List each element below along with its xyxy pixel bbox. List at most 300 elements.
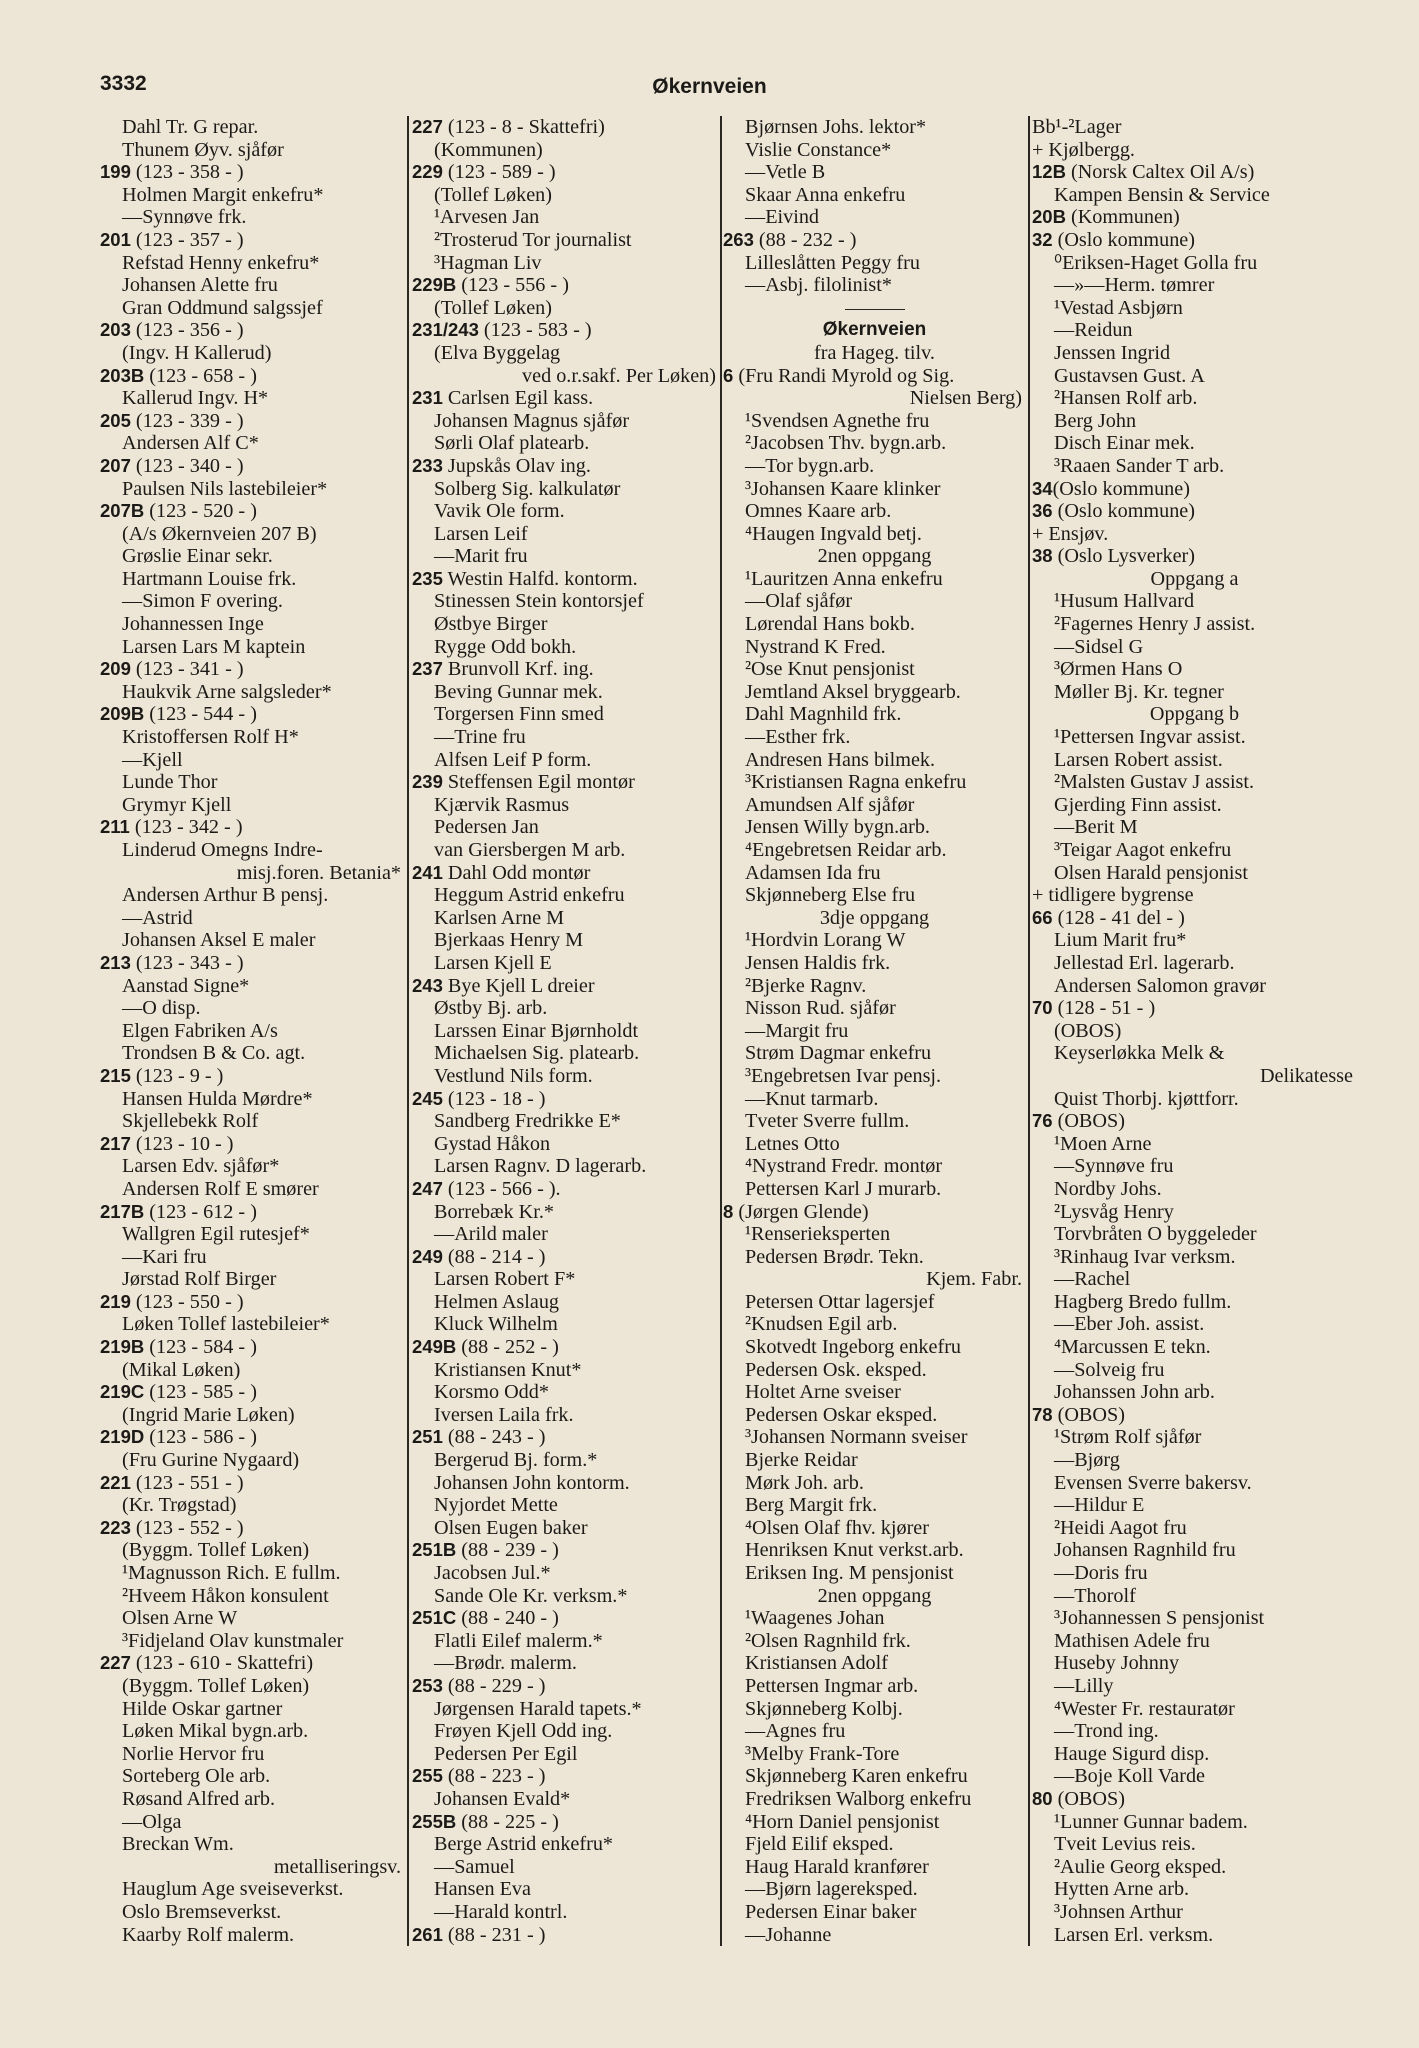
resident-entry: Johansen Ragnhild fru <box>1054 1539 1236 1562</box>
street-header: Økernveien <box>652 75 767 98</box>
resident-entry: ⁰Eriksen-Haget Golla fru <box>1054 251 1258 274</box>
resident-entry: ¹Magnusson Rich. E fullm. <box>122 1562 341 1584</box>
resident-entry: Kaarby Rolf malerm. <box>122 1923 295 1946</box>
resident-entry: Bjerke Reidar <box>745 1449 858 1472</box>
house-number-entry: 231 Carlsen Egil kass. <box>412 387 594 410</box>
resident-entry: Mathisen Adele fru <box>1054 1629 1210 1652</box>
resident-entry: Andresen Hans bilmek. <box>745 748 936 771</box>
house-number-entry: 20B (Kommunen) <box>1032 206 1180 229</box>
resident-entry: Johanssen John arb. <box>1054 1381 1215 1404</box>
resident-entry: Berge Astrid enkefru* <box>434 1833 614 1856</box>
house-number-entry: 233 Jupskås Olav ing. <box>412 454 591 477</box>
resident-entry: Skotvedt Ingeborg enkefru <box>745 1336 962 1359</box>
house-number-entry: 227 (123 - 8 - Skattefri) <box>412 116 605 138</box>
resident-entry: Mørk Joh. arb. <box>745 1471 864 1494</box>
resident-entry: —Synnøve frk. <box>122 206 247 229</box>
resident-entry: Kjærvik Rasmus <box>434 793 570 816</box>
resident-entry: Hartmann Louise frk. <box>122 567 297 590</box>
resident-entry: Andersen Arthur B pensj. <box>122 884 329 907</box>
resident-entry: —Lilly <box>1054 1674 1114 1697</box>
resident-entry: Kristiansen Adolf <box>745 1652 888 1675</box>
resident-entry: ²Malsten Gustav J assist. <box>1054 771 1255 794</box>
resident-entry: Tveit Levius reis. <box>1054 1833 1196 1856</box>
resident-entry: Sorteberg Ole arb. <box>122 1765 271 1788</box>
resident-entry: (Kommunen) <box>434 138 543 161</box>
house-number-entry: 245 (123 - 18 - ) <box>412 1087 546 1110</box>
resident-entry: —Kari fru <box>122 1245 207 1268</box>
resident-entry: Amundsen Alf sjåfør <box>745 793 915 816</box>
resident-entry: ³Teigar Aagot enkefru <box>1054 839 1232 861</box>
resident-entry: ²Aulie Georg eksped. <box>1054 1855 1227 1878</box>
resident-entry: —Marit fru <box>434 545 528 568</box>
resident-entry: Skjønneberg Kolbj. <box>745 1697 903 1720</box>
resident-entry: Dahl Magnhild frk. <box>745 703 902 726</box>
house-number-entry: 217B (123 - 612 - ) <box>100 1200 257 1223</box>
resident-entry: Oppgang a <box>1150 567 1239 590</box>
resident-entry: Fjeld Eilif eksped. <box>745 1833 894 1856</box>
house-number-entry: 219 (123 - 550 - ) <box>100 1290 244 1313</box>
house-number-entry: + tidligere bygrense <box>1032 884 1194 907</box>
house-number-entry: 32 (Oslo kommune) <box>1032 228 1195 251</box>
resident-entry: —Trine fru <box>434 726 526 749</box>
resident-entry: —Astrid <box>122 906 193 929</box>
resident-entry: Nielsen Berg) <box>909 387 1022 410</box>
resident-entry: Skjønneberg Karen enkefru <box>745 1765 968 1788</box>
house-number-entry: 229B (123 - 556 - ) <box>412 274 569 297</box>
house-number-entry: 201 (123 - 357 - ) <box>100 228 244 251</box>
house-number-entry: 215 (123 - 9 - ) <box>100 1064 224 1087</box>
house-number-entry: 209 (123 - 341 - ) <box>100 658 244 681</box>
house-number-entry: 199 (123 - 358 - ) <box>100 161 244 184</box>
resident-entry: —Olaf sjåfør <box>745 590 853 613</box>
resident-entry: Kristoffersen Rolf H* <box>122 726 299 749</box>
house-number-entry: Bb¹-²Lager <box>1032 116 1122 138</box>
resident-entry: Delikatesse <box>1259 1064 1353 1087</box>
resident-entry: Jenssen Ingrid <box>1054 341 1171 364</box>
resident-entry: Hauge Sigurd disp. <box>1054 1742 1210 1765</box>
resident-entry: —Berit M <box>1054 816 1138 839</box>
resident-entry: Paulsen Nils lastebileier* <box>122 477 328 500</box>
resident-entry: Nisson Rud. sjåfør <box>745 997 896 1020</box>
resident-entry: Larsen Robert assist. <box>1054 748 1223 771</box>
resident-entry: Berg John <box>1054 409 1137 432</box>
resident-entry: Pedersen Einar baker <box>745 1900 917 1923</box>
resident-entry: ¹Moen Arne <box>1054 1132 1152 1155</box>
resident-entry: Borrebæk Kr.* <box>434 1200 554 1223</box>
resident-entry: Gystad Håkon <box>434 1132 551 1155</box>
resident-entry: 2nen oppgang <box>817 1584 932 1607</box>
resident-entry: Johansen Evald* <box>434 1787 571 1810</box>
resident-entry: —Trond ing. <box>1054 1720 1159 1743</box>
resident-entry: Beving Gunnar mek. <box>434 680 603 703</box>
resident-entry: Korsmo Odd* <box>434 1381 549 1404</box>
resident-entry: Sørli Olaf platearb. <box>434 432 590 455</box>
resident-entry: Larsen Leif <box>434 522 528 545</box>
resident-entry: Holtet Arne sveiser <box>745 1381 901 1404</box>
house-number-entry: 243 Bye Kjell L dreier <box>412 974 595 997</box>
resident-entry: Sande Ole Kr. verksm.* <box>434 1584 628 1607</box>
resident-entry: ²Knudsen Egil arb. <box>745 1313 898 1336</box>
resident-entry: Jellestad Erl. lagerarb. <box>1054 951 1235 974</box>
resident-entry: Hansen Eva <box>434 1878 531 1901</box>
resident-entry: ²Heidi Aagot fru <box>1054 1516 1187 1539</box>
resident-entry: Trondsen B & Co. agt. <box>122 1042 306 1065</box>
resident-entry: Vestlund Nils form. <box>434 1064 593 1087</box>
resident-entry: ³Kristiansen Ragna enkefru <box>745 771 967 794</box>
resident-entry: ¹Svendsen Agnethe fru <box>745 409 930 432</box>
resident-entry: Iversen Laila frk. <box>434 1403 574 1426</box>
resident-entry: Andersen Alf C* <box>122 432 259 455</box>
resident-entry: (Ingrid Marie Løken) <box>122 1403 295 1426</box>
resident-entry: Bjørnsen Johs. lektor* <box>745 116 927 138</box>
resident-entry: Johansen John kontorm. <box>434 1471 630 1494</box>
house-number-entry: 221 (123 - 551 - ) <box>100 1471 244 1494</box>
resident-entry: Torvbråten O byggeleder <box>1054 1223 1257 1246</box>
page-number: 3332 <box>100 72 147 95</box>
resident-entry: —Sidsel G <box>1054 635 1144 658</box>
resident-entry: Linderud Omegns Indre- <box>122 839 323 861</box>
resident-entry: Karlsen Arne M <box>434 906 565 929</box>
resident-entry: Strøm Dagmar enkefru <box>745 1042 932 1065</box>
resident-entry: —Harald kontrl. <box>434 1900 568 1923</box>
resident-entry: Omnes Kaare arb. <box>745 500 892 523</box>
resident-entry: Haug Harald kranfører <box>745 1855 929 1878</box>
resident-entry: Østbye Birger <box>434 613 548 636</box>
house-number-entry: 219D (123 - 586 - ) <box>100 1426 257 1449</box>
resident-entry: —Thorolf <box>1054 1584 1136 1607</box>
resident-entry: Kallerud Ingv. H* <box>122 387 269 410</box>
directory-column-4 <box>1032 116 1357 1946</box>
house-number-entry: 36 (Oslo kommune) <box>1032 500 1195 523</box>
resident-entry: ³Johnsen Arthur <box>1054 1900 1183 1923</box>
resident-entry: Kristiansen Knut* <box>434 1358 582 1381</box>
resident-entry: Thunem Øyv. sjåfør <box>122 138 284 161</box>
resident-entry: ⁴Olsen Olaf fhv. kjører <box>745 1516 929 1539</box>
resident-entry: (Kr. Trøgstad) <box>122 1494 237 1517</box>
resident-entry: Kampen Bensin & Service <box>1054 183 1270 206</box>
resident-entry: ¹Waagenes Johan <box>745 1607 885 1630</box>
resident-entry: Skjellebekk Rolf <box>122 1110 259 1133</box>
resident-entry: Larsen Lars M kaptein <box>122 635 306 658</box>
house-number-entry: 263 (88 - 232 - ) <box>723 228 857 251</box>
resident-entry: Letnes Otto <box>745 1132 840 1155</box>
resident-entry: Jacobsen Jul.* <box>434 1562 551 1584</box>
resident-entry: Keyserløkka Melk & <box>1054 1042 1225 1065</box>
house-number-entry: 205 (123 - 339 - ) <box>100 409 244 432</box>
resident-entry: Refstad Henny enkefru* <box>122 251 320 274</box>
resident-entry: Flatli Eilef malerm.* <box>434 1629 603 1652</box>
resident-entry: Gustavsen Gust. A <box>1054 364 1205 387</box>
resident-entry: ³Ørmen Hans O <box>1054 658 1183 681</box>
house-number-entry: 251 (88 - 243 - ) <box>412 1426 546 1449</box>
house-number-entry: 6 (Fru Randi Myrold og Sig. <box>723 364 955 387</box>
resident-entry: Dahl Tr. G repar. <box>122 116 259 138</box>
house-number-entry: 70 (128 - 51 - ) <box>1032 997 1156 1020</box>
resident-entry: misj.foren. Betania* <box>236 861 401 884</box>
resident-entry: Evensen Sverre bakersv. <box>1054 1471 1252 1494</box>
resident-entry: ²Hansen Rolf arb. <box>1054 387 1198 410</box>
house-number-entry: 213 (123 - 343 - ) <box>100 951 244 974</box>
resident-entry: ¹Pettersen Ingvar assist. <box>1054 726 1246 749</box>
resident-entry: Johansen Alette fru <box>122 274 278 297</box>
resident-entry: Nystrand K Fred. <box>745 635 886 658</box>
resident-entry: ²Olsen Ragnhild frk. <box>745 1629 911 1652</box>
resident-entry: Løken Tollef lastebileier* <box>122 1313 330 1336</box>
resident-entry: ²Lysvåg Henry <box>1054 1200 1174 1223</box>
resident-entry: Pedersen Oskar eksped. <box>745 1403 938 1426</box>
resident-entry: ²Bjerke Ragnv. <box>745 974 867 997</box>
resident-entry: Olsen Eugen baker <box>434 1516 588 1539</box>
house-number-entry: 76 (OBOS) <box>1032 1110 1125 1133</box>
house-number-entry: 261 (88 - 231 - ) <box>412 1923 546 1946</box>
resident-entry: (Mikal Løken) <box>122 1358 241 1381</box>
resident-entry: ²Trosterud Tor journalist <box>434 228 632 251</box>
resident-entry: —Eber Joh. assist. <box>1054 1313 1205 1336</box>
resident-entry: ²Fagernes Henry J assist. <box>1054 613 1256 636</box>
resident-entry: Stinessen Stein kontorsjef <box>434 590 644 613</box>
house-number-entry: 229 (123 - 589 - ) <box>412 161 556 184</box>
resident-entry: 3dje oppgang <box>819 906 930 929</box>
resident-entry: Gjerding Finn assist. <box>1054 793 1222 816</box>
resident-entry: Lilleslåtten Peggy fru <box>745 251 920 274</box>
resident-entry: ³Hagman Liv <box>434 251 542 274</box>
resident-entry: Pettersen Karl J murarb. <box>745 1177 942 1200</box>
resident-entry: —Kjell <box>122 748 183 771</box>
resident-entry: Fredriksen Walborg enkefru <box>745 1787 972 1810</box>
resident-entry: Bergerud Bj. form.* <box>434 1449 598 1472</box>
resident-entry: Hagberg Bredo fullm. <box>1054 1290 1232 1313</box>
resident-entry: (OBOS) <box>1054 1019 1122 1042</box>
resident-entry: ⁴Marcussen E tekn. <box>1054 1336 1211 1359</box>
house-number-entry: 231/243 (123 - 583 - ) <box>412 319 592 342</box>
house-number-entry: 203 (123 - 356 - ) <box>100 319 244 342</box>
resident-entry: ¹Strøm Rolf sjåfør <box>1054 1426 1202 1449</box>
resident-entry: Pedersen Jan <box>434 816 539 839</box>
resident-entry: Wallgren Egil rutesjef* <box>122 1223 310 1246</box>
resident-entry: ³Melby Frank-Tore <box>745 1742 900 1765</box>
resident-entry: —Bjørn lagereksped. <box>745 1878 918 1901</box>
resident-entry: (Ingv. H Kallerud) <box>122 341 272 364</box>
resident-entry: Jørstad Rolf Birger <box>122 1268 277 1291</box>
resident-entry: Østby Bj. arb. <box>434 997 548 1020</box>
resident-entry: Henriksen Knut verkst.arb. <box>745 1539 964 1562</box>
resident-entry: ⁴Haugen Ingvald betj. <box>745 522 922 545</box>
resident-entry: Berg Margit frk. <box>745 1494 878 1517</box>
resident-entry: Gran Oddmund salgssjef <box>122 296 323 319</box>
resident-entry: ²Ose Knut pensjonist <box>745 658 915 681</box>
directory-column-2 <box>412 116 720 1946</box>
resident-entry: Solberg Sig. kalkulatør <box>434 477 621 500</box>
resident-entry: ¹Lauritzen Anna enkefru <box>745 567 943 590</box>
resident-entry: Vislie Constance* <box>745 138 892 161</box>
resident-entry: Olsen Arne W <box>122 1607 238 1630</box>
resident-entry: Holmen Margit enkefru* <box>122 183 324 206</box>
resident-entry: Helmen Aslaug <box>434 1290 560 1313</box>
house-number-entry: 219B (123 - 584 - ) <box>100 1336 257 1359</box>
resident-entry: Johansen Magnus sjåfør <box>434 409 630 432</box>
resident-entry: Larsen Robert F* <box>434 1268 576 1291</box>
resident-entry: ³Engebretsen Ivar pensj. <box>745 1064 942 1087</box>
house-number-entry: 219C (123 - 585 - ) <box>100 1381 257 1404</box>
resident-entry: Jensen Willy bygn.arb. <box>745 816 930 839</box>
resident-entry: Skaar Anna enkefru <box>745 183 906 206</box>
resident-entry: —O disp. <box>122 997 201 1020</box>
resident-entry: ¹Lunner Gunnar badem. <box>1054 1810 1248 1833</box>
column-rule <box>407 116 409 1946</box>
resident-entry: ¹Husum Hallvard <box>1054 590 1195 613</box>
resident-entry: Lunde Thor <box>122 771 218 794</box>
column-rule <box>1028 116 1030 1946</box>
resident-entry: Pettersen Ingmar arb. <box>745 1674 919 1697</box>
resident-entry: (Elva Byggelag <box>434 341 561 364</box>
resident-entry: ³Fidjeland Olav kunstmaler <box>122 1629 344 1652</box>
resident-entry: Pedersen Brødr. Tekn. <box>745 1245 924 1268</box>
resident-entry: (A/s Økernveien 207 B) <box>122 522 317 545</box>
resident-entry: Larssen Einar Bjørnholdt <box>434 1019 639 1042</box>
resident-entry: —Doris fru <box>1054 1562 1148 1584</box>
house-number-entry: 209B (123 - 544 - ) <box>100 703 257 726</box>
resident-entry: —Hildur E <box>1054 1494 1145 1517</box>
resident-entry: —Tor bygn.arb. <box>745 454 875 477</box>
resident-entry: Nordby Johs. <box>1054 1177 1162 1200</box>
resident-entry: (Tollef Løken) <box>434 183 552 206</box>
house-number-entry: 247 (123 - 566 - ). <box>412 1177 561 1200</box>
house-number-entry: 251B (88 - 239 - ) <box>412 1539 559 1562</box>
column-rule <box>720 116 722 1946</box>
resident-entry: —Agnes fru <box>745 1720 846 1743</box>
resident-entry: Larsen Edv. sjåfør* <box>122 1155 280 1178</box>
house-number-entry: 249 (88 - 214 - ) <box>412 1245 546 1268</box>
resident-entry: Torgersen Finn smed <box>434 703 604 726</box>
resident-entry: (Byggm. Tollef Løken) <box>122 1674 310 1697</box>
resident-entry: Disch Einar mek. <box>1054 432 1195 455</box>
house-number-entry: 211 (123 - 342 - ) <box>100 816 243 839</box>
house-number-entry: 38 (Oslo Lysverker) <box>1032 545 1195 568</box>
resident-entry: Adamsen Ida fru <box>745 861 881 884</box>
resident-entry: —Johanne <box>745 1923 832 1946</box>
resident-entry: 2nen oppgang <box>817 545 932 568</box>
resident-entry: Kjem. Fabr. <box>926 1268 1022 1291</box>
resident-entry: van Giersbergen M arb. <box>434 839 626 861</box>
resident-entry: Breckan Wm. <box>122 1833 234 1856</box>
resident-entry: Lium Marit fru* <box>1054 929 1187 952</box>
resident-entry: Norlie Hervor fru <box>122 1742 265 1765</box>
resident-entry: ¹Renserieksperten <box>745 1223 891 1246</box>
directory-column-1 <box>100 116 405 1946</box>
resident-entry: ²Jacobsen Thv. bygn.arb. <box>745 432 947 455</box>
resident-entry: Kluck Wilhelm <box>434 1313 558 1336</box>
resident-entry: Tveter Sverre fullm. <box>745 1110 910 1133</box>
house-number-entry: 12B (Norsk Caltex Oil A/s) <box>1032 161 1255 184</box>
house-number-entry: 249B (88 - 252 - ) <box>412 1336 559 1359</box>
section-divider <box>723 297 1026 320</box>
resident-entry: Grymyr Kjell <box>122 793 232 816</box>
resident-entry: (Tollef Løken) <box>434 296 552 319</box>
resident-entry: —Simon F overing. <box>122 590 283 613</box>
resident-entry: (Byggm. Tollef Løken) <box>122 1539 310 1562</box>
house-number-entry: + Kjølbergg. <box>1032 138 1135 161</box>
house-number-entry: 239 Steffensen Egil montør <box>412 771 635 794</box>
resident-entry: Elgen Fabriken A/s <box>122 1019 278 1042</box>
resident-entry: —Vetle B <box>745 161 826 184</box>
resident-entry: Hilde Oskar gartner <box>122 1697 283 1720</box>
resident-entry: —Knut tarmarb. <box>745 1087 879 1110</box>
resident-entry: Jemtland Aksel bryggearb. <box>745 680 961 703</box>
resident-entry: Jørgensen Harald tapets.* <box>434 1697 642 1720</box>
house-number-entry: + Ensjøv. <box>1032 522 1109 545</box>
resident-entry: Johannessen Inge <box>122 613 264 636</box>
resident-entry: —Samuel <box>434 1855 515 1878</box>
resident-entry: ³Johannessen S pensjonist <box>1054 1607 1265 1630</box>
resident-entry: Johansen Aksel E maler <box>122 929 316 952</box>
resident-entry: Nyjordet Mette <box>434 1494 558 1517</box>
resident-entry: Heggum Astrid enkefru <box>434 884 625 907</box>
resident-entry: Sandberg Fredrikke E* <box>434 1110 621 1133</box>
resident-entry: ⁴Engebretsen Reidar arb. <box>745 839 947 861</box>
house-number-entry: 207B (123 - 520 - ) <box>100 500 257 523</box>
resident-entry: Petersen Ottar lagersjef <box>745 1290 935 1313</box>
resident-entry: Olsen Harald pensjonist <box>1054 861 1248 884</box>
resident-entry: ⁴Wester Fr. restauratør <box>1054 1697 1235 1720</box>
resident-entry: Lørendal Hans bokb. <box>745 613 915 636</box>
house-number-entry: 227 (123 - 610 - Skattefri) <box>100 1652 314 1675</box>
resident-entry: —Brødr. malerm. <box>434 1652 577 1675</box>
resident-entry: Hytten Arne arb. <box>1054 1878 1190 1901</box>
resident-entry: ³Johansen Kaare klinker <box>745 477 941 500</box>
resident-entry: fra Hageg. tilv. <box>814 341 935 364</box>
resident-entry: —Solveig fru <box>1054 1358 1165 1381</box>
house-number-entry: 80 (OBOS) <box>1032 1787 1125 1810</box>
resident-entry: —Boje Koll Varde <box>1054 1765 1206 1788</box>
resident-entry: Andersen Salomon gravør <box>1054 974 1266 997</box>
resident-entry: Michaelsen Sig. platearb. <box>434 1042 640 1065</box>
resident-entry: Haukvik Arne salgsleder* <box>122 680 332 703</box>
resident-entry: Larsen Erl. verksm. <box>1054 1923 1214 1946</box>
resident-entry: Grøslie Einar sekr. <box>122 545 273 568</box>
resident-entry: Andersen Rolf E smører <box>122 1177 319 1200</box>
resident-entry: —Margit fru <box>745 1019 849 1042</box>
resident-entry: Eriksen Ing. M pensjonist <box>745 1562 954 1584</box>
resident-entry: ¹Vestad Asbjørn <box>1054 296 1183 319</box>
resident-entry: Skjønneberg Else fru <box>745 884 916 907</box>
directory-column-3 <box>723 116 1026 1946</box>
resident-entry: ved o.r.sakf. Per Løken) <box>522 364 716 387</box>
resident-entry: Løken Mikal bygn.arb. <box>122 1720 309 1743</box>
house-number-entry: 251C (88 - 240 - ) <box>412 1607 559 1630</box>
resident-entry: Frøyen Kjell Odd ing. <box>434 1720 613 1743</box>
resident-entry: Pedersen Per Egil <box>434 1742 578 1765</box>
resident-entry: Bjerkaas Henry M <box>434 929 584 952</box>
house-number-entry: 78 (OBOS) <box>1032 1403 1125 1426</box>
house-number-entry: 253 (88 - 229 - ) <box>412 1674 546 1697</box>
resident-entry: Pedersen Osk. eksped. <box>745 1358 927 1381</box>
house-number-entry: 207 (123 - 340 - ) <box>100 454 244 477</box>
resident-entry: Vavik Ole form. <box>434 500 565 523</box>
resident-entry: ¹Arvesen Jan <box>434 206 540 229</box>
house-number-entry: 34(Oslo kommune) <box>1032 477 1190 500</box>
resident-entry: —Olga <box>122 1810 182 1833</box>
house-number-entry: 217 (123 - 10 - ) <box>100 1132 234 1155</box>
resident-entry: Larsen Kjell E <box>434 951 552 974</box>
resident-entry: ³Raaen Sander T arb. <box>1054 454 1225 477</box>
resident-entry: metalliseringsv. <box>273 1855 401 1878</box>
resident-entry: —Arild maler <box>434 1223 548 1246</box>
house-number-entry: 66 (128 - 41 del - ) <box>1032 906 1185 929</box>
resident-entry: —Eivind <box>745 206 820 229</box>
resident-entry: Alfsen Leif P form. <box>434 748 592 771</box>
house-number-entry: 255B (88 - 225 - ) <box>412 1810 559 1833</box>
house-number-entry: 8 (Jørgen Glende) <box>723 1200 869 1223</box>
